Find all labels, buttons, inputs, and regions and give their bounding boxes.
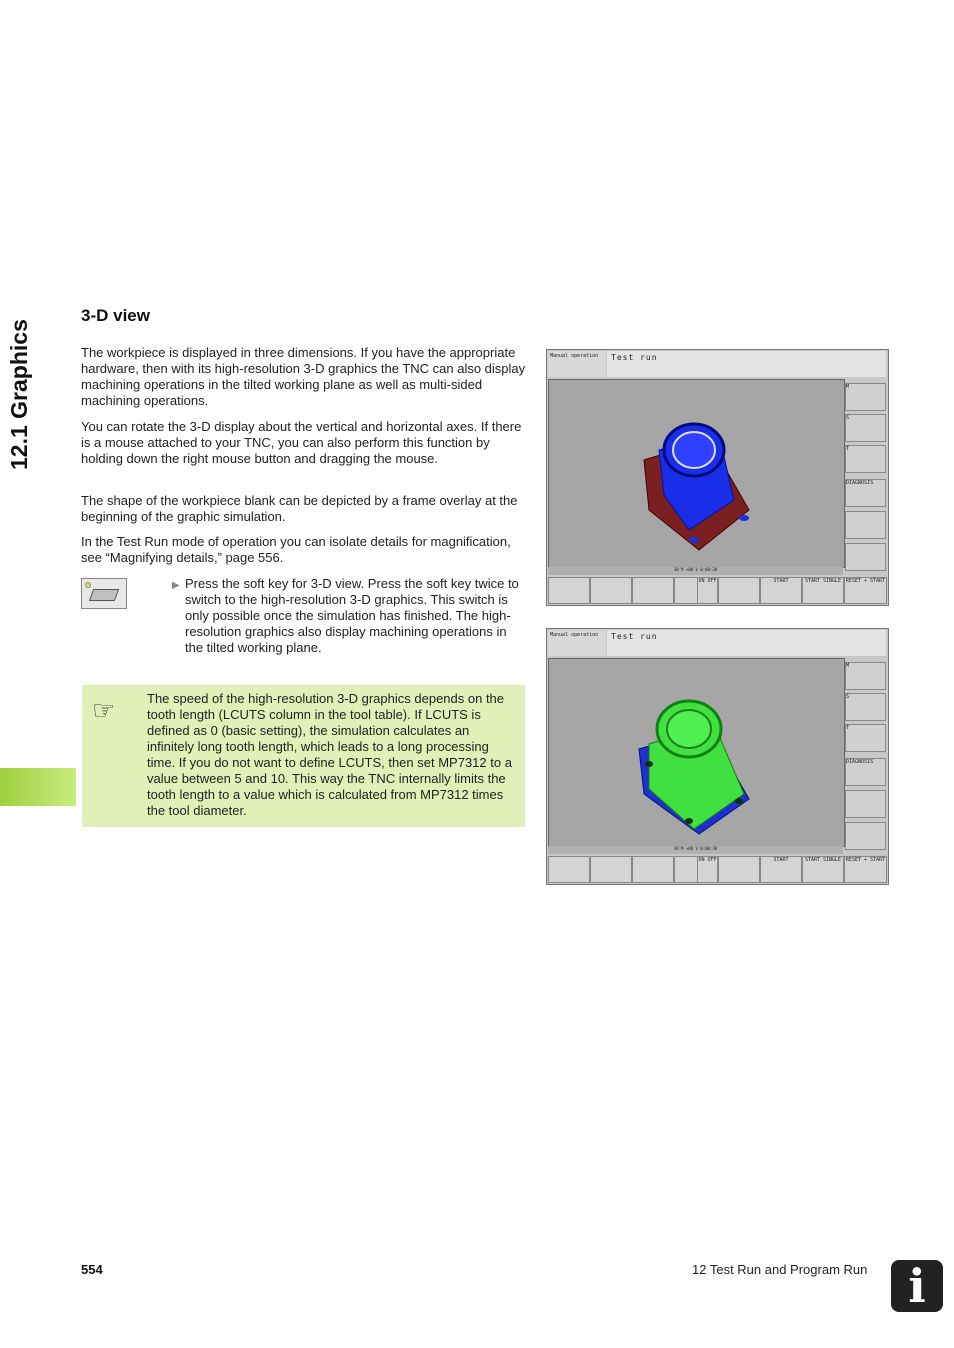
softkey-start[interactable]: START [760, 577, 802, 604]
note-box: ☞ The speed of the high-resolution 3-D graphics depends on the tooth length (LCUTS column in the tool table). If LCUTS is defined as 0 (basic setting), the simulation calculates an infinitely long tooth length, which leads to a long processing time. If you do not want to define LCUTS, then set MP7312 to a value between 5 and 10. This way the TNC internally limits the tooth length to a value which is calculated from MP7312 times the tool diameter. [82, 685, 525, 827]
softkey-t[interactable]: T [845, 724, 886, 752]
softkey-empty-2[interactable] [845, 543, 886, 571]
horizontal-softkeys [547, 856, 888, 884]
chapter-tab-marker [0, 768, 76, 806]
tnc-screenshot-2 [546, 628, 889, 885]
workpiece-3d-image [549, 659, 844, 846]
softkey-m[interactable]: M [845, 383, 886, 411]
softkey-start-single[interactable]: START SINGLE [802, 856, 844, 883]
paragraph-3: The shape of the workpiece blank can be depicted by a frame overlay at the beginning of the graphic simulation. [81, 493, 518, 524]
softkey-reset-start[interactable]: RESET + START [844, 856, 887, 883]
tnc-screenshot-1 [546, 349, 889, 606]
paragraph-1: The workpiece is displayed in three dimensions. If you have the appropriate hardware, then with its high-resolution 3-D graphics the TNC can also display machining operations in the tilted working plane as well as multi-sided machining operations. [81, 345, 526, 408]
softkey-reset-start[interactable]: RESET + START [844, 577, 887, 604]
status-bar: 30 M +00 V 0:00:30 [548, 846, 843, 854]
mode-title: Test run [607, 630, 886, 656]
softkey-t[interactable]: T [845, 445, 886, 473]
softkey-start[interactable]: START [760, 856, 802, 883]
pointing-hand-icon: ☞ [92, 695, 116, 725]
softkey-on-off[interactable]: ON OFF [697, 577, 718, 604]
3d-view-softkey-icon [81, 578, 127, 609]
softkey-h3[interactable] [632, 856, 674, 883]
mode-title: Test run [607, 351, 886, 377]
softkey-s[interactable]: S [845, 693, 886, 721]
paragraph-2: You can rotate the 3-D display about the vertical and horizontal axes. If there is a mouse attached to your TNC, you can also perform this function by holding down the right mouse button and dragging the mouse. [81, 419, 522, 466]
softkey-empty-2[interactable] [845, 822, 886, 850]
section-heading: 3-D view [81, 306, 150, 325]
mode-label: Manual operation [548, 351, 606, 377]
softkey-h1[interactable] [548, 856, 590, 883]
softkey-h2[interactable] [590, 856, 632, 883]
page-number: 554 [81, 1262, 103, 1277]
softkey-h6[interactable] [718, 577, 760, 604]
softkey-empty-1[interactable] [845, 790, 886, 818]
info-icon: i [891, 1260, 943, 1312]
step-instruction: ▶ Press the soft key for 3-D view. Press the soft key twice to switch to the high-resolution 3-D graphics. This switch is only possible once the simulation has finished. The high-resolution graphics also display machining operations in the tilted working plane. [172, 576, 519, 655]
graphics-view [548, 658, 845, 847]
softkey-h3[interactable] [632, 577, 674, 604]
softkey-h1[interactable] [548, 577, 590, 604]
status-bar: 30 M +00 V 0:00:30 [548, 567, 843, 575]
footer-chapter: 12 Test Run and Program Run [692, 1262, 868, 1277]
workpiece-3d-image [549, 380, 844, 567]
paragraph-4: In the Test Run mode of operation you can isolate details for magnification, see “Magnifying details,” page 556. [81, 534, 511, 565]
softkey-diagnosis[interactable]: DIAGNOSIS [845, 479, 886, 507]
softkey-h6[interactable] [718, 856, 760, 883]
softkey-diagnosis[interactable]: DIAGNOSIS [845, 758, 886, 786]
mode-label: Manual operation [548, 630, 606, 656]
step-arrow-icon: ▶ [172, 580, 180, 591]
softkey-s[interactable]: S [845, 414, 886, 442]
softkey-h2[interactable] [590, 577, 632, 604]
vertical-softkeys [845, 379, 886, 575]
softkey-m[interactable]: M [845, 662, 886, 690]
vertical-softkeys [845, 658, 886, 854]
chapter-side-title: 12.1 Graphics [6, 319, 32, 470]
softkey-start-single[interactable]: START SINGLE [802, 577, 844, 604]
horizontal-softkeys [547, 577, 888, 605]
softkey-empty-1[interactable] [845, 511, 886, 539]
graphics-view [548, 379, 845, 568]
softkey-on-off[interactable]: ON OFF [697, 856, 718, 883]
